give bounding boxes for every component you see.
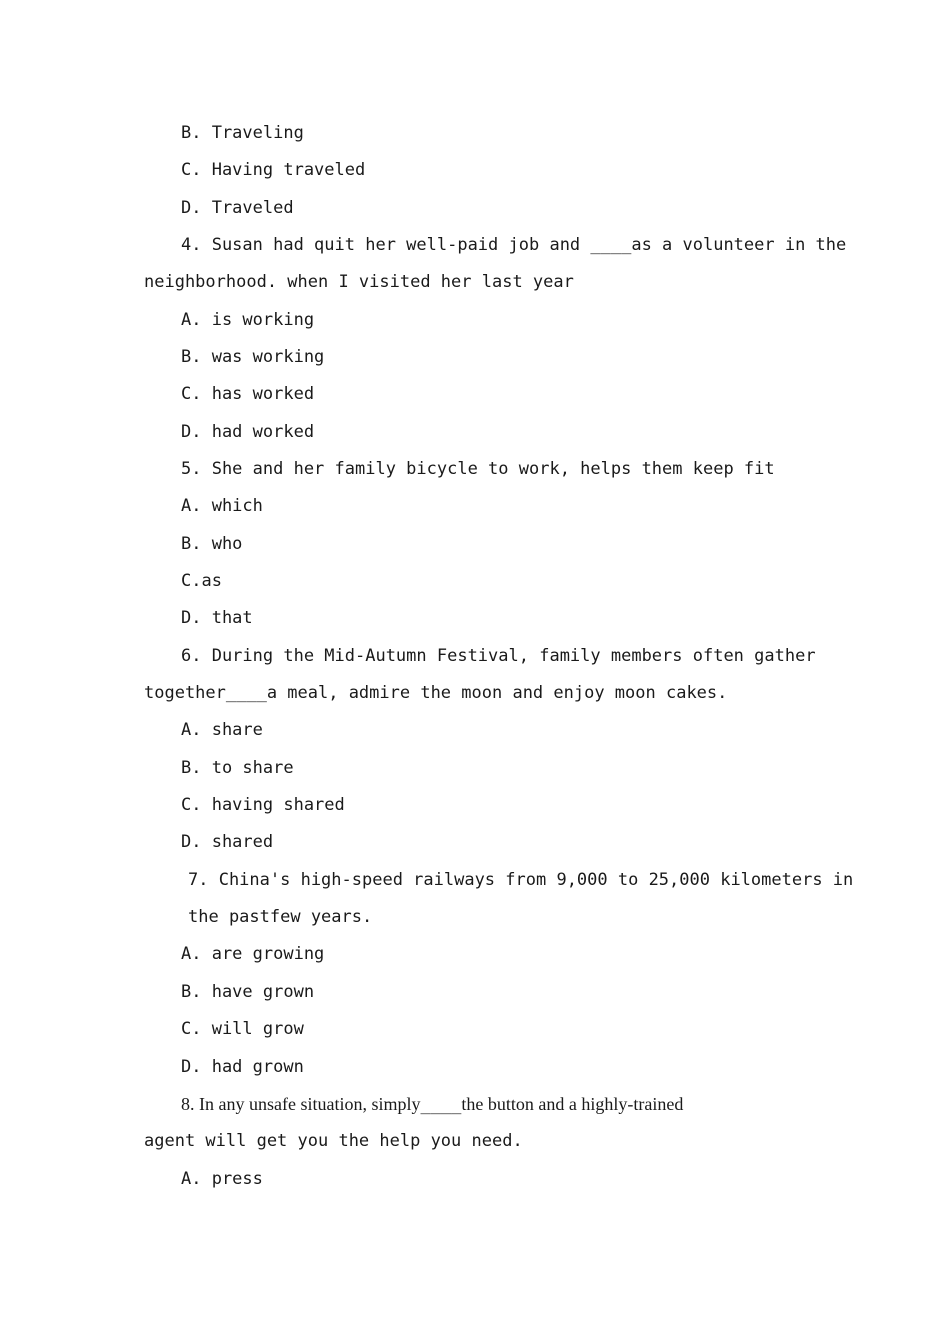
q5-stem-line1: 5. She and her family bicycle to work, helps them keep fit: [181, 459, 775, 479]
q5-option-c: C.as: [181, 571, 222, 591]
q5-option-a: A. which: [181, 496, 263, 516]
q4-stem-line2: neighborhood. when I visited her last year: [144, 272, 574, 292]
q4-stem-line1: 4. Susan had quit her well-paid job and ____as a volunteer in the: [181, 235, 847, 255]
q8-option-a: A. press: [181, 1169, 263, 1189]
q4-option-b: B. was working: [181, 347, 325, 367]
q7-stem-line2: the pastfew years.: [188, 907, 373, 927]
q8-stem-line1: [181, 1094, 683, 1114]
q4-option-d: D. had worked: [181, 422, 315, 442]
q4-option-a: A. is working: [181, 310, 315, 330]
q7-option-b: B. have grown: [181, 982, 315, 1002]
q6-option-d: D. shared: [181, 832, 274, 852]
q7-option-c: C. will grow: [181, 1019, 304, 1039]
q3-option-b: B. Traveling: [181, 123, 304, 143]
q6-option-a: A. share: [181, 720, 263, 740]
q7-option-a: A. are growing: [181, 944, 325, 964]
q6-stem-line2: together____a meal, admire the moon and enjoy moon cakes.: [144, 683, 728, 703]
q8-stem-part-b: the button and a highly-trained: [461, 1094, 684, 1114]
q6-stem-line1: 6. During the Mid-Autumn Festival, family members often gather: [181, 646, 816, 666]
q5-option-b: B. who: [181, 534, 243, 554]
q8-blank: ____: [420, 1095, 462, 1115]
q7-stem-line1: 7. China's high-speed railways from 9,000 to 25,000 kilometers in: [188, 870, 854, 890]
q4-option-c: C. has worked: [181, 384, 315, 404]
q6-option-b: B. to share: [181, 758, 294, 778]
q6-option-c: C. having shared: [181, 795, 345, 815]
q8-stem-part-a: 8. In any unsafe situation, simply: [181, 1094, 421, 1114]
q5-option-d: D. that: [181, 608, 253, 628]
q3-option-c: C. Having traveled: [181, 160, 366, 180]
q3-option-d: D. Traveled: [181, 198, 294, 218]
q7-option-d: D. had grown: [181, 1057, 304, 1077]
q8-stem-line2: agent will get you the help you need.: [144, 1131, 523, 1151]
